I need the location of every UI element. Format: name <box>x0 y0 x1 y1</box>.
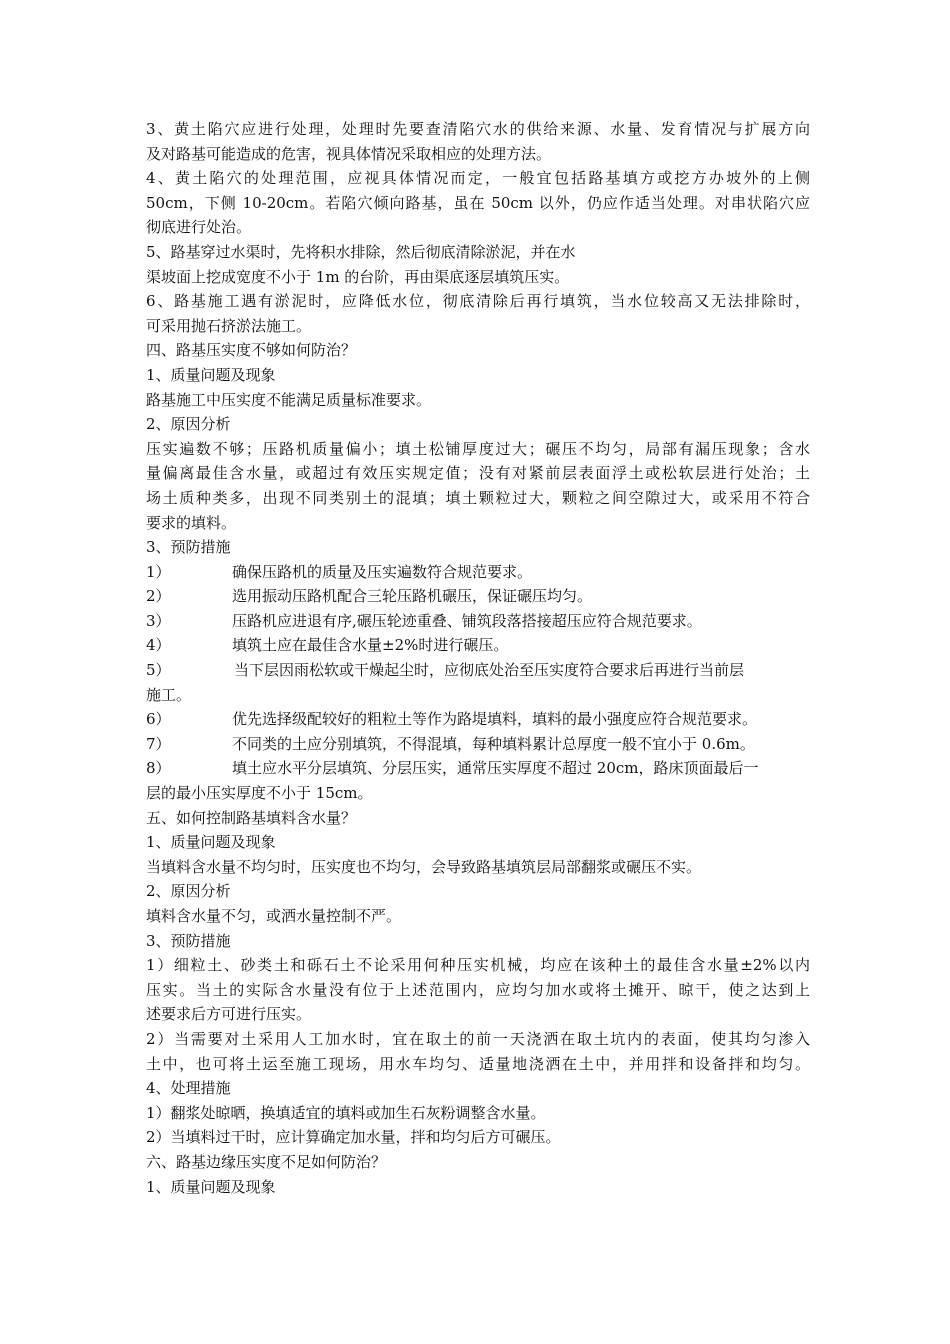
measure-text: 确保压路机的质量及压实遍数符合规范要求。 <box>232 562 533 581</box>
measure-text: 不同类的土应分别填筑，不得混填，每种填料累计总厚度一般不宜小于 0.6m。 <box>232 734 755 753</box>
paragraph-line: 2）当需要对土采用人工加水时，宜在取土的前一天浇洒在取土坑内的表面，使其均匀渗入 <box>146 1029 810 1048</box>
paragraph-line: 压实遍数不够；压路机质量偏小；填土松铺厚度过大；碾压不均匀，局部有漏压现象；含水 <box>146 439 810 458</box>
measure-continuation: 层的最小压实厚度不小于 15cm。 <box>146 784 373 803</box>
document-body <box>146 117 810 1199</box>
measure-item <box>146 707 810 732</box>
measure-number: 6） <box>146 710 171 729</box>
paragraph-line: 4、黄土陷穴的处理范围，应视具体情况而定，一般宜包括路基填方或挖方办坡外的上侧 <box>146 169 810 188</box>
measure-item <box>146 560 810 585</box>
measure-item <box>146 609 810 634</box>
measure-text: 当下层因雨松软或干燥起尘时，应彻底处治至压实度符合要求后再进行当前层 <box>234 661 745 680</box>
measure-number: 3） <box>146 611 171 630</box>
paragraph-line: 3、黄土陷穴应进行处理，处理时先要查清陷穴水的供给来源、水量、发育情况与扩展方向 <box>146 120 810 138</box>
measure-continuation: 施工。 <box>146 685 192 704</box>
measure-text: 选用振动压路机配合三轮压路机碾压，保证碾压均匀。 <box>232 587 593 606</box>
paragraph-line: 当填料含水量不均匀时，压实度也不均匀，会导致路基填筑层局部翻浆或碾压不实。 <box>146 857 702 876</box>
measure-item <box>146 756 810 781</box>
paragraph-line: 6、路基施工遇有淤泥时，应降低水位，彻底清除后再行填筑，当水位较高又无法排除时， <box>146 292 810 311</box>
subsection-heading: 1、质量问题及现象 <box>146 365 276 384</box>
measure-number: 5） <box>146 661 171 680</box>
paragraph-line: 5、路基穿过水渠时，先将积水排除，然后彻底清除淤泥，并在水 <box>146 242 576 261</box>
measure-text: 填土应水平分层填筑、分层压实，通常压实厚度不超过 20cm，路床顶面最后一 <box>232 759 759 778</box>
paragraph-line: 50cm，下侧 10-20cm。若陷穴倾向路基，虽在 50cm 以外，仍应作适当处理。对串状陷穴应 <box>146 193 810 212</box>
measure-text: 填筑土应在最佳含水量±2%时进行碾压。 <box>232 636 509 655</box>
section-heading: 五、如何控制路基填料含水量？ <box>146 808 357 827</box>
subsection-heading: 2、原因分析 <box>146 415 231 434</box>
paragraph-line: 土中，也可将土运至施工现场，用水车均匀、适量地浇洒在土中，并用拌和设备拌和均匀。 <box>146 1054 810 1073</box>
paragraph-line: 压实。当土的实际含水量没有位于上述范围内，应均匀加水或将土摊开、晾干，使之达到上 <box>146 980 810 999</box>
paragraph-line: 2）当填料过干时，应计算确定加水量，拌和均匀后方可碾压。 <box>146 1128 561 1147</box>
subsection-heading: 3、预防措施 <box>146 931 231 950</box>
subsection-heading: 2、原因分析 <box>146 882 231 901</box>
section-heading: 六、路基边缘压实度不足如何防治？ <box>146 1152 387 1171</box>
measure-number: 1） <box>146 562 171 581</box>
paragraph-line: 渠坡面上挖成宽度不小于 1m 的台阶，再由渠底逐层填筑压实。 <box>146 267 570 286</box>
subsection-heading: 1、质量问题及现象 <box>146 1177 276 1196</box>
paragraph-line: 及对路基可能造成的危害，视具体情况采取相应的处理方法。 <box>146 144 552 163</box>
paragraph-line: 路基施工中压实度不能满足质量标准要求。 <box>146 390 432 409</box>
paragraph-line: 述要求后方可进行压实。 <box>146 1005 312 1024</box>
subsection-heading: 3、预防措施 <box>146 538 231 557</box>
measure-number: 2） <box>146 587 171 606</box>
measure-text: 压路机应进退有序,碾压轮迹重叠、铺筑段落搭接超压应符合规范要求。 <box>232 611 702 630</box>
measure-number: 7） <box>146 734 171 753</box>
paragraph-line: 彻底进行处治。 <box>146 218 252 237</box>
paragraph-line: 1）翻浆处晾晒，换填适宜的填料或加生石灰粉调整含水量。 <box>146 1103 546 1122</box>
measure-item <box>146 732 810 757</box>
paragraph-line: 填料含水量不匀，或洒水量控制不严。 <box>146 907 402 925</box>
paragraph-line: 要求的填料。 <box>146 513 237 532</box>
paragraph-line: 量偏离最佳含水量，或超过有效压实规定值；没有对紧前层表面浮土或松软层进行处治；土 <box>146 464 810 483</box>
measure-text: 优先选择级配较好的粗粒土等作为路堤填料，填料的最小强度应符合规范要求。 <box>232 710 758 729</box>
measure-number: 4） <box>146 636 171 655</box>
subsection-heading: 1、质量问题及现象 <box>146 833 276 852</box>
section-heading: 四、路基压实度不够如何防治？ <box>146 341 357 360</box>
measure-item <box>146 658 810 683</box>
paragraph-line: 1）细粒土、砂类土和砾石土不论采用何种压实机械，均应在该种土的最佳含水量±2%以内 <box>146 956 810 975</box>
measure-item <box>146 633 810 658</box>
measure-item <box>146 584 810 609</box>
subsection-heading: 4、处理措施 <box>146 1079 231 1098</box>
measure-number: 8） <box>146 759 171 778</box>
paragraph-line: 可采用抛石挤淤法施工。 <box>146 316 312 335</box>
paragraph-line: 场土质种类多，出现不同类别土的混填；填土颗粒过大，颗粒之间空隙过大，或采用不符合 <box>146 488 810 507</box>
